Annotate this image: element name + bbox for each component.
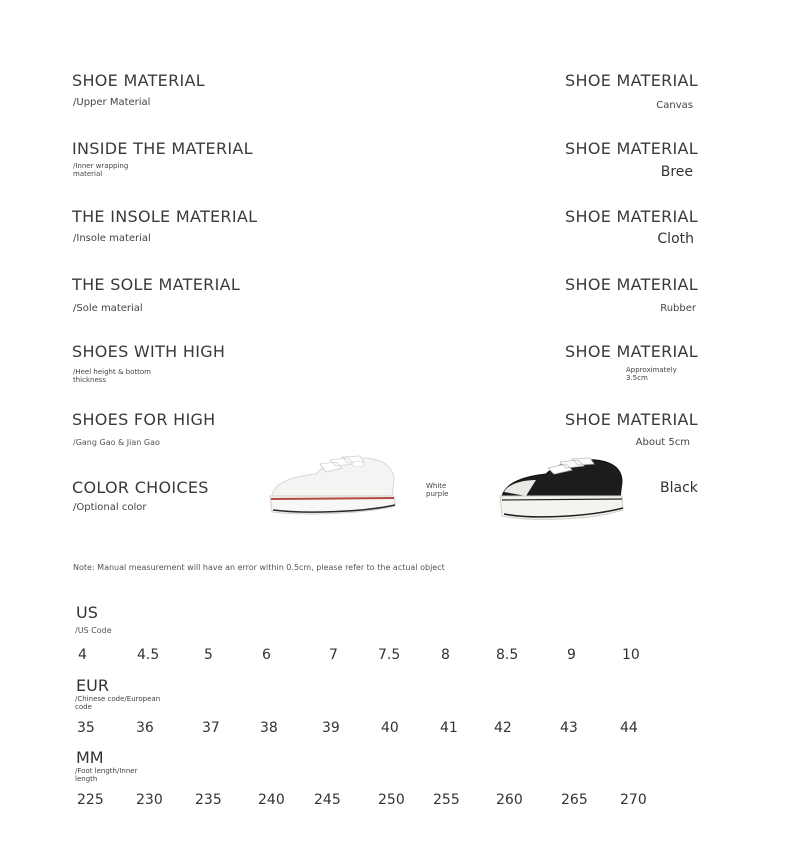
size-value: 225 [77,792,104,808]
size-value: 250 [378,792,405,808]
spec-value: Rubber [660,303,696,314]
spec-label: THE SOLE MATERIAL [72,275,241,294]
size-value: 270 [620,792,647,808]
spec-label: SHOES FOR HIGH [72,410,216,429]
black-shoe-image[interactable] [496,456,628,528]
size-value: 230 [136,792,163,808]
size-row-sub: /US Code [75,626,112,635]
size-value: 4 [78,647,87,663]
size-value: 245 [314,792,341,808]
size-value: 4.5 [137,647,160,663]
spec-value: About 5cm [635,437,690,448]
white-shoe-image[interactable] [264,452,400,524]
size-value: 6 [262,647,271,663]
size-value: 38 [260,720,278,736]
spec-right-label: SHOE MATERIAL [565,275,698,294]
size-value: 39 [322,720,340,736]
spec-sub: /Insole material [73,233,151,244]
spec-sub: /Heel height & bottom thickness [73,368,151,384]
size-value: 9 [567,647,576,663]
size-value: 265 [561,792,588,808]
size-value: 255 [433,792,460,808]
color-label: COLOR CHOICES [72,478,209,497]
size-value: 37 [202,720,220,736]
size-value: 36 [136,720,154,736]
size-value: 5 [204,647,213,663]
spec-sub: /Upper Material [73,97,151,108]
spec-label: THE INSOLE MATERIAL [72,207,258,226]
size-value: 8.5 [496,647,519,663]
spec-right-label: SHOE MATERIAL [565,139,698,158]
spec-right-label: SHOE MATERIAL [565,342,698,361]
spec-right-label: SHOE MATERIAL [565,410,698,429]
size-value: 260 [496,792,523,808]
spec-right-label: SHOE MATERIAL [565,71,698,90]
color-option-white-label[interactable]: White purple [426,482,449,498]
spec-label: SHOE MATERIAL [72,71,205,90]
size-value: 41 [440,720,458,736]
spec-value: Cloth [657,231,694,247]
color-sub: /Optional color [73,502,147,513]
size-row-label: MM [76,748,104,767]
size-value: 7.5 [378,647,401,663]
size-value: 240 [258,792,285,808]
spec-right-label: SHOE MATERIAL [565,207,698,226]
size-value: 8 [441,647,450,663]
size-value: 35 [77,720,95,736]
color-option-black-label[interactable]: Black [660,480,698,496]
size-value: 43 [560,720,578,736]
size-row-sub: /Foot length/Inner length [75,767,138,783]
size-value: 44 [620,720,638,736]
size-row-label: EUR [76,676,109,695]
size-value: 40 [381,720,399,736]
spec-sub: /Inner wrapping material [73,162,129,178]
size-value: 7 [329,647,338,663]
spec-sub: /Gang Gao & Jian Gao [73,438,160,447]
measurement-note: Note: Manual measurement will have an error within 0.5cm, please refer to the actual object [73,563,445,572]
size-value: 10 [622,647,640,663]
spec-value: Approximately 3.5cm [626,366,677,382]
size-value: 42 [494,720,512,736]
spec-label: SHOES WITH HIGH [72,342,226,361]
spec-label: INSIDE THE MATERIAL [72,139,253,158]
size-row-label: US [76,603,98,622]
size-value: 235 [195,792,222,808]
size-row-sub: /Chinese code/European code [75,695,161,711]
spec-sub: /Sole material [73,303,143,314]
spec-value: Bree [660,164,693,180]
spec-value: Canvas [656,100,693,111]
